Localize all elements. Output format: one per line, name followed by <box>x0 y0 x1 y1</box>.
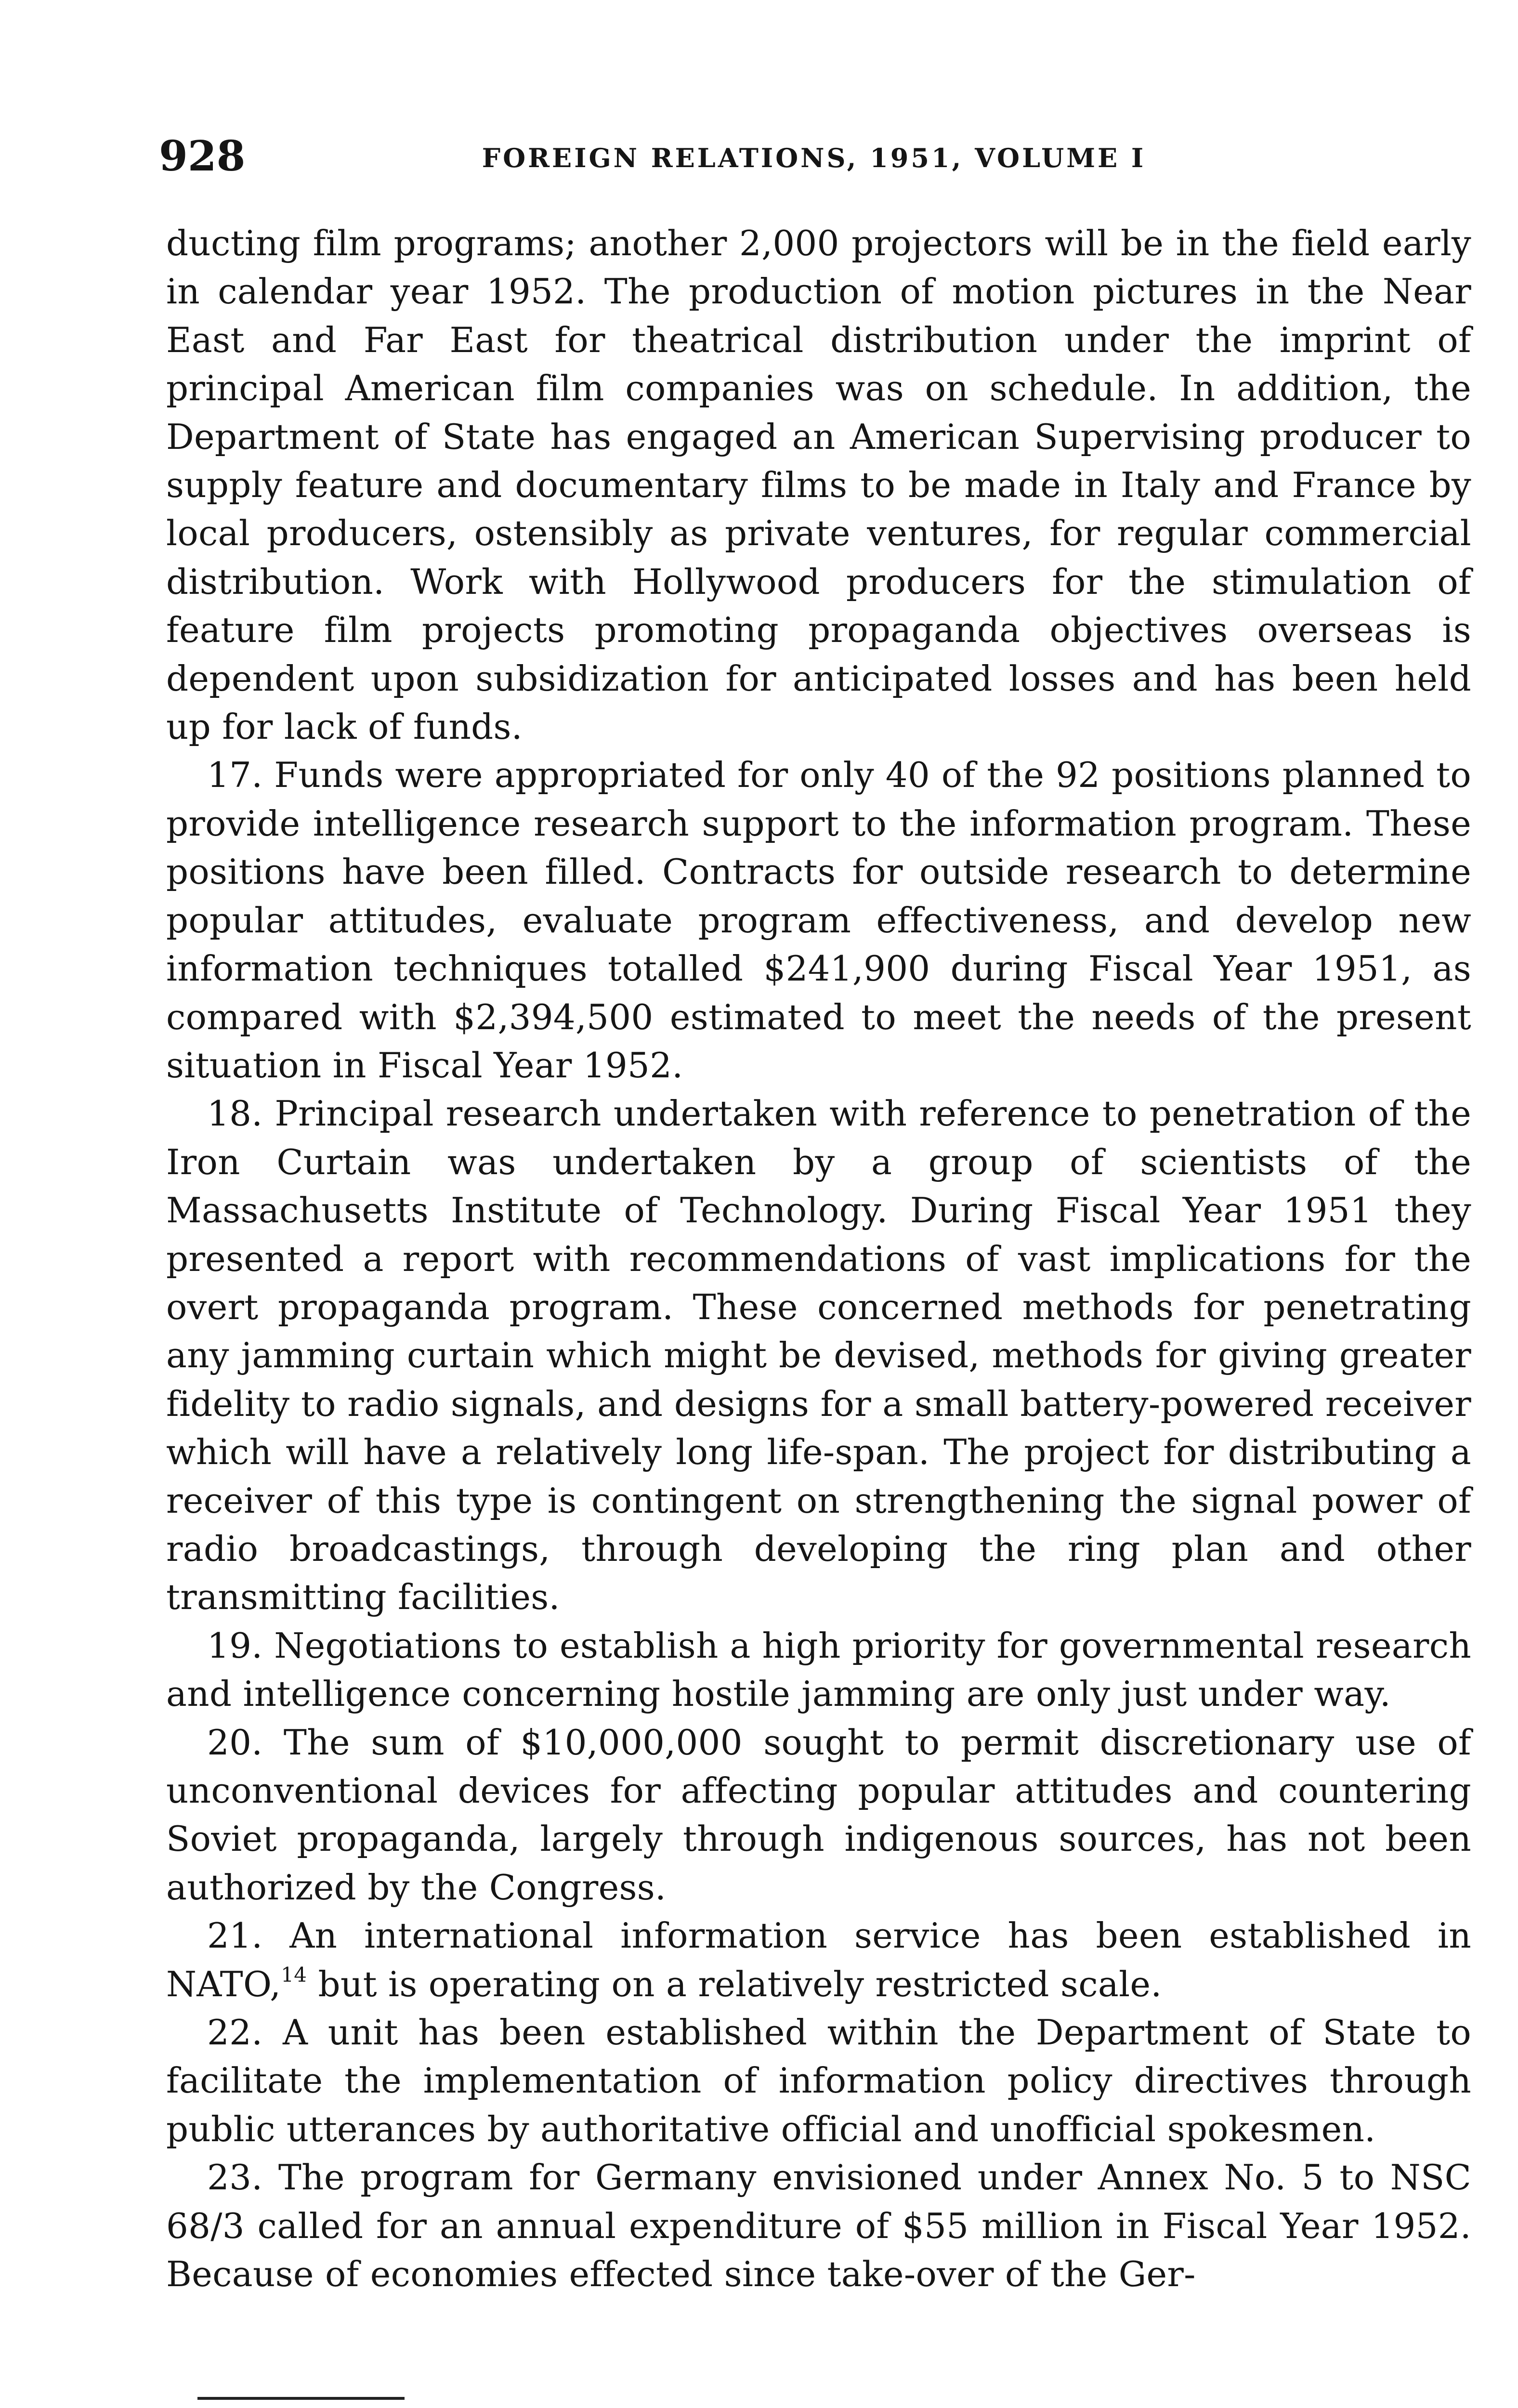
paragraph-17: 17. Funds were appropriated for only 40 of the 92 positions planned to provide intelligence research support to the information program. These positions have been filled. Contracts for outside research to determine popular attitudes, evaluate program effectiveness, and develop new information techniques totalled $241,900 during Fiscal Year 1951, as compared with $2,394,500 estimated to meet the needs of the present situation in Fiscal Year 1952. <box>166 755 1471 1086</box>
paragraph-21-text-before: 21. An international information service has been established in NATO, <box>166 1915 1471 2004</box>
paragraph-18: 18. Principal research undertaken with reference to penetration of the Iron Curtain was undertaken by a group of scientists of the Massachusetts Institute of Technology. During Fiscal Year 1951 they presented a report with recommendations of vast implications for the overt propaganda program. These concerned methods for penetrating any jamming curtain which might be devised, methods for giving greater fidelity to radio signals, and designs for a small battery-powered receiver which will have a relatively long life-span. The project for distributing a receiver of this type is contingent on strengthening the signal power of radio broadcastings, through developing the ring plan and other transmitting facilities. <box>166 1093 1471 1618</box>
running-title: FOREIGN RELATIONS, 1951, VOLUME I <box>482 143 1146 173</box>
page-header <box>159 130 1479 183</box>
paragraph-23: 23. The program for Germany envisioned under Annex No. 5 to NSC 68/3 called for an annual expenditure of $55 million in Fiscal Year 1952. Because of economies effected since take-over of the Ger- <box>166 2157 1471 2295</box>
footnote-reference-14[interactable]: 14 <box>281 1963 307 1987</box>
paragraph-19: 19. Negotiations to establish a high priority for governmental research and intelligence concerning hostile jamming are only just under way. <box>166 1625 1471 1714</box>
paragraph-21 <box>166 1911 1471 2008</box>
paragraph-22: 22. A unit has been established within the Department of State to facilitate the implementation of information policy directives through public utterances by authoritative official and unofficial spokesmen. <box>166 2012 1471 2149</box>
page-number: 928 <box>159 132 246 181</box>
paragraph-20: 20. The sum of $10,000,000 sought to permit discretionary use of unconventional devices for affecting popular attitudes and countering Soviet propaganda, largely through indigenous sources, has not been authorized by the Congress. <box>166 1722 1471 1908</box>
paragraph-21-text-after: but is operating on a relatively restricted scale. <box>307 1963 1162 2004</box>
footnote-divider <box>197 2397 405 2400</box>
paragraph-continuation: ducting film programs; another 2,000 projectors will be in the field early in calendar year 1952. The production of motion pictures in the Near East and Far East for theatrical distribution under the imprint of principal American film companies was on schedule. In addition, the Department of State has engaged an American Supervising producer to supply feature and documentary films to be made in Italy and France by local producers, ostensibly as private ventures, for regular commercial distribution. Work with Hollywood producers for the stimulation of feature film projects promoting propaganda objectives overseas is dependent upon subsidization for anticipated losses and has been held up for lack of funds. <box>166 223 1471 747</box>
body-text <box>166 219 1471 2362</box>
